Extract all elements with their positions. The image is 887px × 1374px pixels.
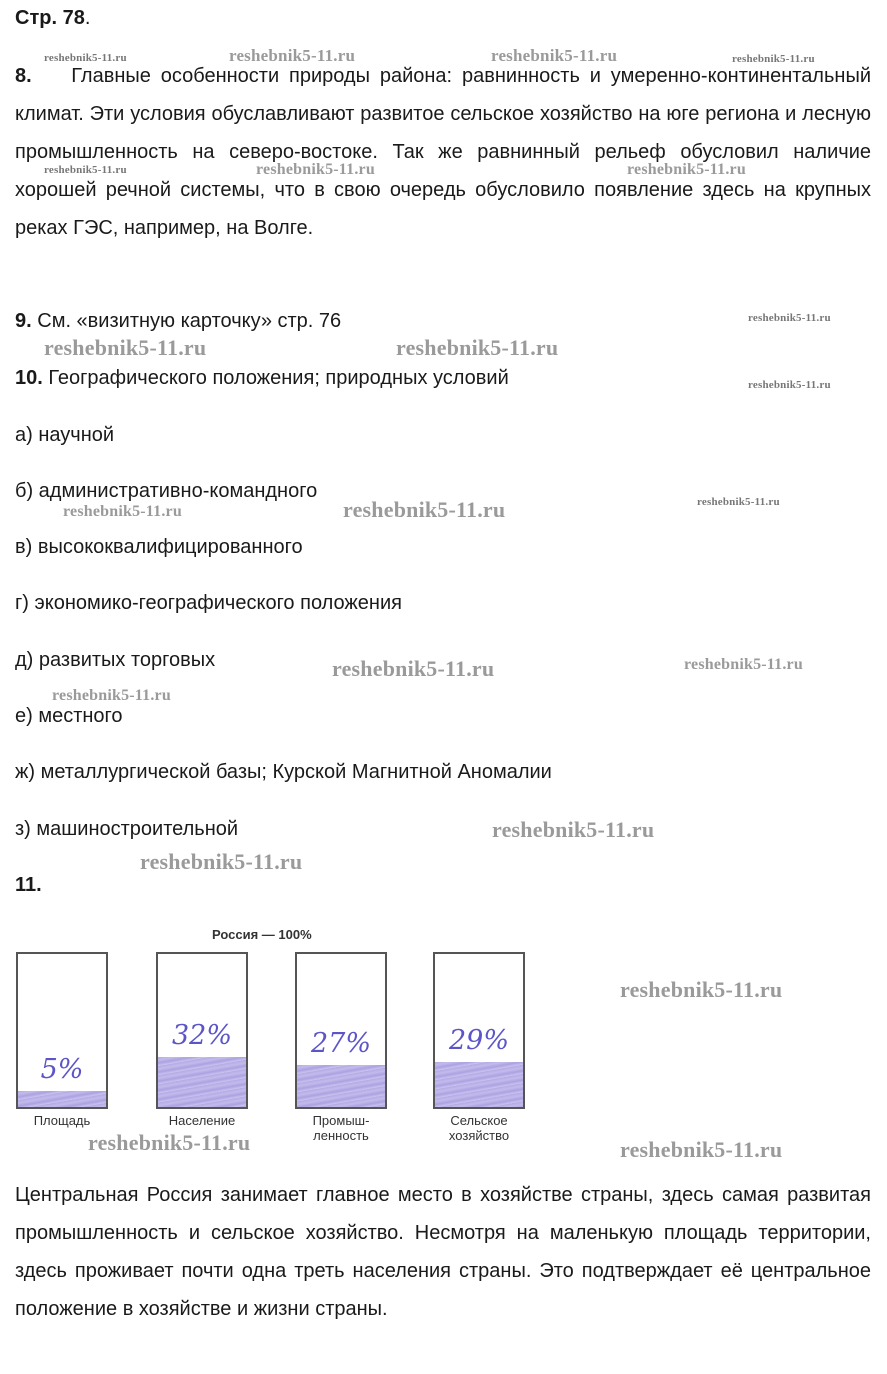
bar-box bbox=[433, 952, 525, 1109]
bar-category-label bbox=[7, 1113, 117, 1128]
task-8 bbox=[15, 57, 871, 247]
page-title-dot: . bbox=[84, 7, 91, 29]
watermark: reshebnik5-11.ru bbox=[627, 161, 746, 178]
watermark: reshebnik5-11.ru bbox=[52, 687, 171, 704]
bar-category-label-line: Площадь bbox=[33, 1113, 91, 1128]
watermark: reshebnik5-11.ru bbox=[748, 379, 831, 391]
watermark: reshebnik5-11.ru bbox=[63, 503, 182, 520]
task-10 bbox=[15, 367, 509, 390]
watermark: reshebnik5-11.ru bbox=[44, 335, 207, 360]
watermark: reshebnik5-11.ru bbox=[396, 335, 559, 360]
task-9 bbox=[15, 310, 341, 333]
answer-item: а) научной bbox=[15, 424, 115, 446]
watermark: reshebnik5-11.ru bbox=[697, 496, 780, 508]
task-11 bbox=[15, 874, 42, 897]
watermark: reshebnik5-11.ru bbox=[748, 312, 831, 324]
watermark: reshebnik5-11.ru bbox=[684, 656, 803, 673]
task-10-number: 10. bbox=[15, 367, 43, 389]
bar-value-label: 32% bbox=[171, 1020, 232, 1051]
bar-category-label-line: Промыш- bbox=[312, 1113, 370, 1128]
bar-box bbox=[156, 952, 248, 1109]
watermark: reshebnik5-11.ru bbox=[343, 497, 506, 522]
answer-item: в) высококвалифицированного bbox=[15, 536, 303, 558]
task-9-text: См. «визитную карточку» стр. 76 bbox=[37, 310, 342, 332]
watermark: reshebnik5-11.ru bbox=[256, 161, 375, 178]
bar-category-label bbox=[286, 1113, 396, 1143]
bar bbox=[18, 1091, 106, 1107]
watermark: reshebnik5-11.ru bbox=[732, 53, 815, 65]
bar-value-label: 29% bbox=[448, 1025, 509, 1056]
bar bbox=[158, 1057, 246, 1107]
bar-category-label-line: хозяйство bbox=[448, 1128, 510, 1143]
answer-item: г) экономико-географического положения bbox=[15, 592, 402, 614]
bar bbox=[297, 1065, 385, 1107]
task-8-number: 8. bbox=[15, 65, 32, 87]
bar-category-label-line: ленность bbox=[313, 1128, 369, 1143]
watermark: reshebnik5-11.ru bbox=[620, 977, 783, 1002]
page-number: Стр. 78 bbox=[15, 7, 85, 29]
bar-category-label-line: Население bbox=[168, 1113, 236, 1128]
answer-item: з) машиностроительной bbox=[15, 818, 239, 840]
watermark: reshebnik5-11.ru bbox=[140, 849, 303, 874]
watermark: reshebnik5-11.ru bbox=[44, 164, 127, 176]
task-10-text: Географического положения; природных условий bbox=[48, 367, 509, 389]
watermark: reshebnik5-11.ru bbox=[229, 46, 356, 65]
task-9-number: 9. bbox=[15, 310, 32, 332]
bar-category-label bbox=[147, 1113, 257, 1128]
watermark: reshebnik5-11.ru bbox=[492, 817, 655, 842]
diagram-title: Россия — 100% bbox=[212, 927, 312, 942]
bar-category-label-line: Сельское bbox=[450, 1113, 508, 1128]
answer-item: е) местного bbox=[15, 705, 123, 727]
answer-item: ж) металлургической базы; Курской Магнитной Аномалии bbox=[15, 761, 552, 783]
watermark: reshebnik5-11.ru bbox=[620, 1137, 783, 1162]
answer-item: б) административно-командного bbox=[15, 480, 318, 502]
bar-value-label: 27% bbox=[310, 1028, 371, 1059]
task-11-number: 11. bbox=[15, 874, 42, 896]
watermark: reshebnik5-11.ru bbox=[332, 656, 495, 681]
bar-value-label: 5% bbox=[40, 1054, 84, 1085]
task-8-text: Главные особенности природы района: равнинность и умеренно-континентальный климат. Эти условия обуславливают развитое сельское хозяйство на юге региона и лесную промышленность на северо-востоке. Так же равнинный рельеф обусловил наличие хорошей речной системы, что в свою очередь обусловило появление здесь на крупных реках ГЭС, например, на Волге. bbox=[15, 65, 871, 239]
task-11-conclusion: Центральная Россия занимает главное место в хозяйстве страны, здесь самая развитая промышленность и сельское хозяйство. Несмотря на маленькую площадь территории, здесь проживает почти одна треть населения страны. Это подтверждает её центральное положение в хозяйстве и жизни страны. bbox=[15, 1184, 871, 1320]
watermark: reshebnik5-11.ru bbox=[44, 52, 127, 64]
bar-category-label bbox=[424, 1113, 534, 1143]
bar-box bbox=[295, 952, 387, 1109]
answer-item: д) развитых торговых bbox=[15, 649, 216, 671]
bar-box bbox=[16, 952, 108, 1109]
watermark: reshebnik5-11.ru bbox=[88, 1130, 251, 1155]
page-title bbox=[15, 7, 90, 30]
bar bbox=[435, 1062, 523, 1107]
watermark: reshebnik5-11.ru bbox=[491, 46, 618, 65]
